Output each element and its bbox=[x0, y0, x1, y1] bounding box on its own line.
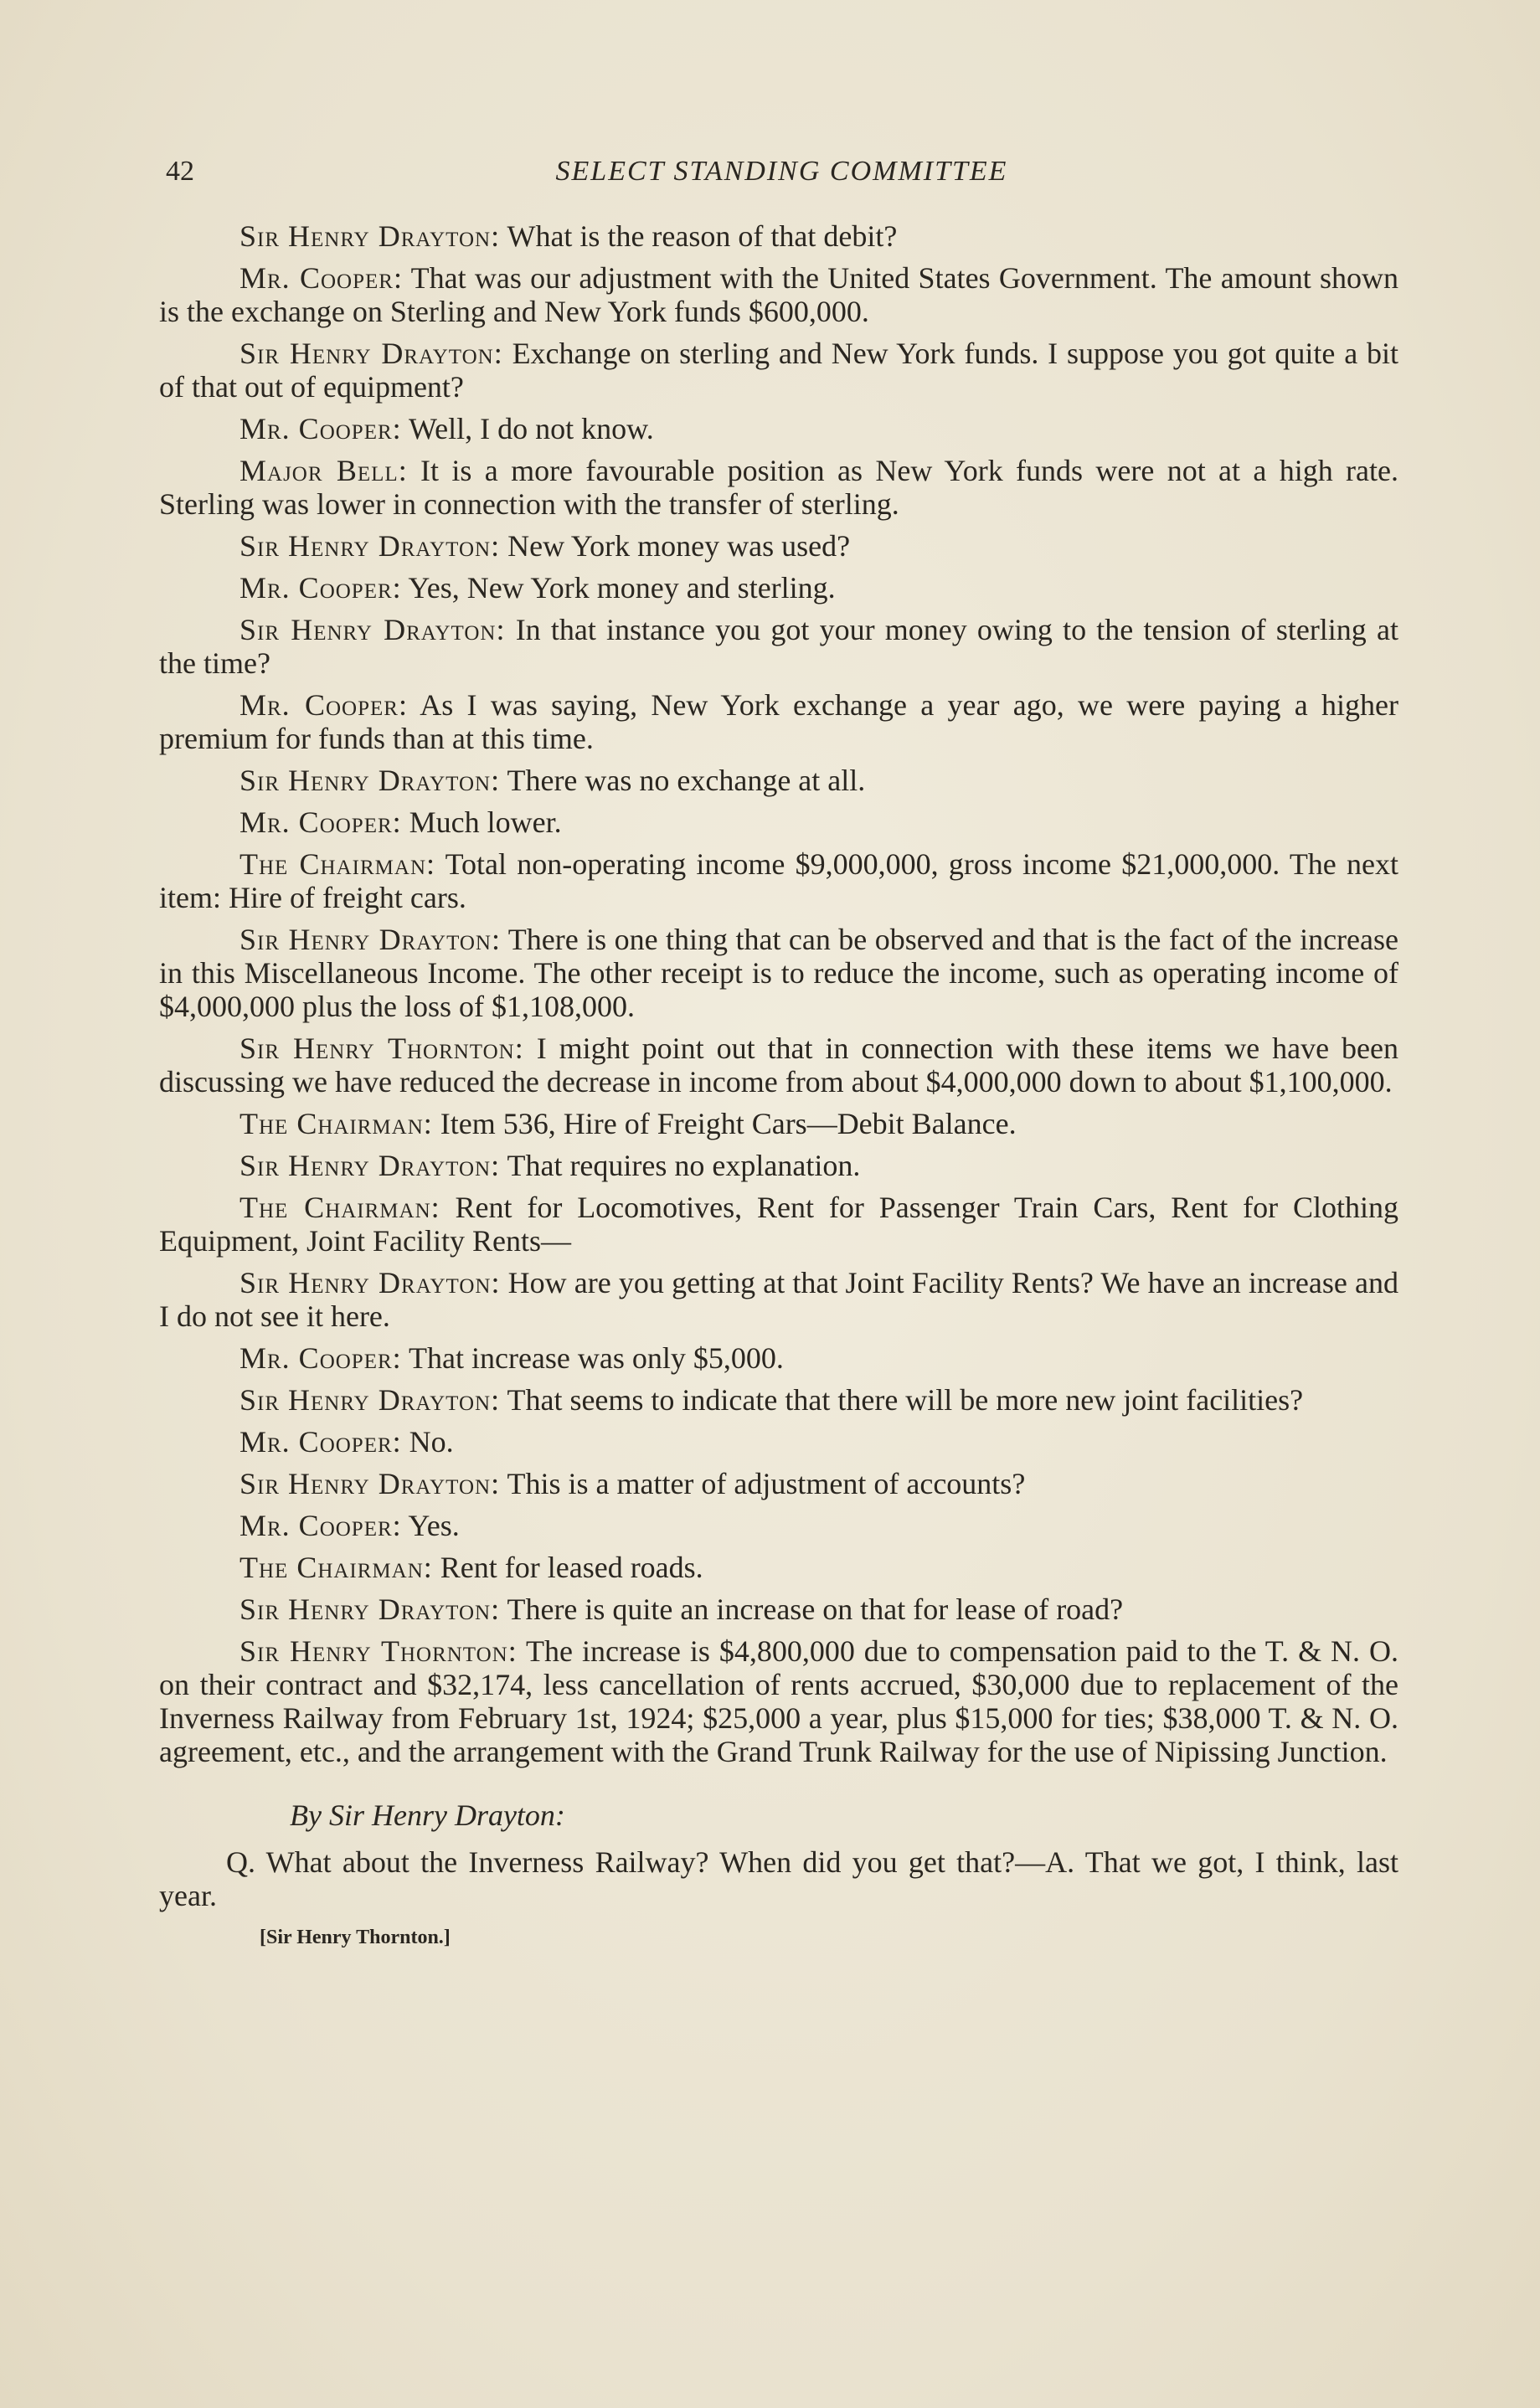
speech-text: This is a matter of adjustment of accounts? bbox=[500, 1467, 1026, 1500]
page-header bbox=[166, 156, 1398, 198]
transcript-paragraph bbox=[159, 454, 1398, 521]
speaker-name: Mr. Cooper: bbox=[239, 261, 403, 295]
speaker-name: The Chairman: bbox=[239, 1551, 433, 1584]
transcript-paragraph bbox=[159, 1425, 1398, 1459]
speech-text: Well, I do not know. bbox=[401, 412, 654, 445]
speech-text: There was no exchange at all. bbox=[500, 764, 866, 797]
speaker-name: Sir Henry Drayton: bbox=[239, 529, 501, 563]
speaker-name: Sir Henry Drayton: bbox=[239, 923, 501, 956]
transcript-paragraph bbox=[159, 412, 1398, 445]
speech-text: As I was saying, New York exchange a year ago, we were paying a higher premium for funds than at this time. bbox=[159, 688, 1399, 755]
footnote: [Sir Henry Thornton.] bbox=[260, 1927, 451, 1948]
transcript-paragraph bbox=[159, 613, 1398, 680]
speech-text: There is one thing that can be observed and that is the fact of the increase in this Miscellaneous Income. The other receipt is to reduce the income, such as operating income of $4,000,000 plus the loss of $1,108,000. bbox=[159, 923, 1398, 1023]
speech-text: Yes. bbox=[401, 1509, 460, 1542]
speaker-name: The Chairman: bbox=[239, 847, 435, 881]
speech-text: New York money was used? bbox=[500, 529, 851, 563]
speech-text: That increase was only $5,000. bbox=[401, 1341, 784, 1375]
transcript-paragraph bbox=[159, 1509, 1398, 1542]
transcript-paragraph bbox=[159, 1266, 1398, 1333]
running-head: SELECT STANDING COMMITTEE bbox=[555, 156, 1008, 187]
speech-text: Rent for leased roads. bbox=[432, 1551, 703, 1584]
transcript-paragraph bbox=[159, 1032, 1398, 1099]
speech-text: What is the reason of that debit? bbox=[500, 219, 898, 253]
speech-text: That seems to indicate that there will be more new joint facilities? bbox=[500, 1383, 1304, 1417]
speaker-name: Sir Henry Drayton: bbox=[239, 219, 501, 253]
speech-text: How are you getting at that Joint Facility Rents? We have an increase and I do not see it here. bbox=[159, 1266, 1398, 1333]
speech-text: That requires no explanation. bbox=[500, 1149, 861, 1182]
speaker-name: Mr. Cooper: bbox=[239, 1425, 402, 1459]
speech-text: It is a more favourable position as New York funds were not at a high rate. Sterling was lower in connection with the transfer of sterling. bbox=[159, 454, 1398, 521]
speech-text: Total non-operating income $9,000,000, gross income $21,000,000. The next item: Hire of freight cars. bbox=[159, 847, 1398, 914]
transcript-paragraph bbox=[159, 1107, 1398, 1140]
transcript bbox=[159, 219, 1398, 1768]
speaker-name: Sir Henry Drayton: bbox=[239, 1266, 501, 1299]
speaker-name: Sir Henry Drayton: bbox=[239, 1149, 501, 1182]
transcript-paragraph bbox=[159, 1467, 1398, 1500]
speaker-name: Mr. Cooper: bbox=[239, 412, 402, 445]
speaker-name: Sir Henry Drayton: bbox=[239, 337, 503, 370]
transcript-paragraph bbox=[159, 571, 1398, 605]
speaker-name: Sir Henry Drayton: bbox=[239, 613, 506, 646]
document-body bbox=[159, 219, 1398, 1954]
speech-text: Much lower. bbox=[401, 805, 562, 839]
transcript-paragraph bbox=[159, 1592, 1398, 1626]
speaker-name: Sir Henry Drayton: bbox=[239, 1592, 501, 1626]
speech-text: Yes, New York money and sterling. bbox=[401, 571, 836, 605]
question-answer: Q. What about the Inverness Railway? When did you get that?—A. That we got, I think, last year. bbox=[159, 1845, 1398, 1912]
speaker-name: Sir Henry Drayton: bbox=[239, 1467, 501, 1500]
transcript-paragraph bbox=[159, 688, 1398, 755]
speaker-name: Sir Henry Drayton: bbox=[239, 1383, 501, 1417]
speech-text: No. bbox=[401, 1425, 454, 1459]
speaker-name: Mr. Cooper: bbox=[239, 1509, 402, 1542]
examiner-subhead: By Sir Henry Drayton: bbox=[290, 1798, 565, 1832]
transcript-paragraph bbox=[159, 764, 1398, 797]
page-number: 42 bbox=[166, 156, 194, 187]
speech-text: There is quite an increase on that for lease of road? bbox=[500, 1592, 1124, 1626]
transcript-paragraph bbox=[159, 847, 1398, 914]
speech-text: Exchange on sterling and New York funds. I suppose you got quite a bit of that out of equipment? bbox=[159, 337, 1398, 404]
transcript-paragraph bbox=[159, 1383, 1398, 1417]
transcript-paragraph bbox=[159, 1551, 1398, 1584]
transcript-paragraph bbox=[159, 1191, 1398, 1258]
speaker-name: Mr. Cooper: bbox=[239, 688, 408, 722]
speaker-name: Major Bell: bbox=[239, 454, 408, 487]
speech-text: That was our adjustment with the United States Government. The amount shown is the exchange on Sterling and New York funds $600,000. bbox=[159, 261, 1398, 328]
speech-text: I might point out that in connection with these items we have been discussing we have reduced the decrease in income from about $4,000,000 down to about $1,100,000. bbox=[159, 1032, 1398, 1099]
transcript-paragraph bbox=[159, 805, 1398, 839]
transcript-paragraph bbox=[159, 1149, 1398, 1182]
speaker-name: Sir Henry Drayton: bbox=[239, 764, 501, 797]
speaker-name: Mr. Cooper: bbox=[239, 1341, 402, 1375]
speaker-name: Sir Henry Thornton: bbox=[239, 1634, 518, 1668]
transcript-paragraph bbox=[159, 219, 1398, 253]
speaker-name: Sir Henry Thornton: bbox=[239, 1032, 524, 1065]
speech-text: In that instance you got your money owing to the tension of sterling at the time? bbox=[159, 613, 1398, 680]
transcript-paragraph bbox=[159, 529, 1398, 563]
speech-text: The increase is $4,800,000 due to compensation paid to the T. & N. O. on their contract and $32,174, less cancellation of rents accrued, $30,000 due to replacement of the Inverness Railway from February 1st, 1924; $25,000 a year, plus $15,000 for ties; $38,000 T. & N. O. agreement, etc., and the arrangement with the Grand Trunk Railway for the use of Nipissing Junction. bbox=[159, 1634, 1398, 1768]
transcript-paragraph bbox=[159, 337, 1398, 404]
speaker-name: Mr. Cooper: bbox=[239, 571, 402, 605]
transcript-paragraph bbox=[159, 923, 1398, 1023]
speech-text: Rent for Locomotives, Rent for Passenger Train Cars, Rent for Clothing Equipment, Joint Facility Rents— bbox=[159, 1191, 1398, 1258]
speaker-name: Mr. Cooper: bbox=[239, 805, 402, 839]
speech-text: Item 536, Hire of Freight Cars—Debit Balance. bbox=[432, 1107, 1017, 1140]
speaker-name: The Chairman: bbox=[239, 1107, 433, 1140]
speaker-name: The Chairman: bbox=[239, 1191, 440, 1224]
transcript-paragraph bbox=[159, 261, 1398, 328]
transcript-paragraph bbox=[159, 1341, 1398, 1375]
transcript-paragraph bbox=[159, 1634, 1398, 1768]
